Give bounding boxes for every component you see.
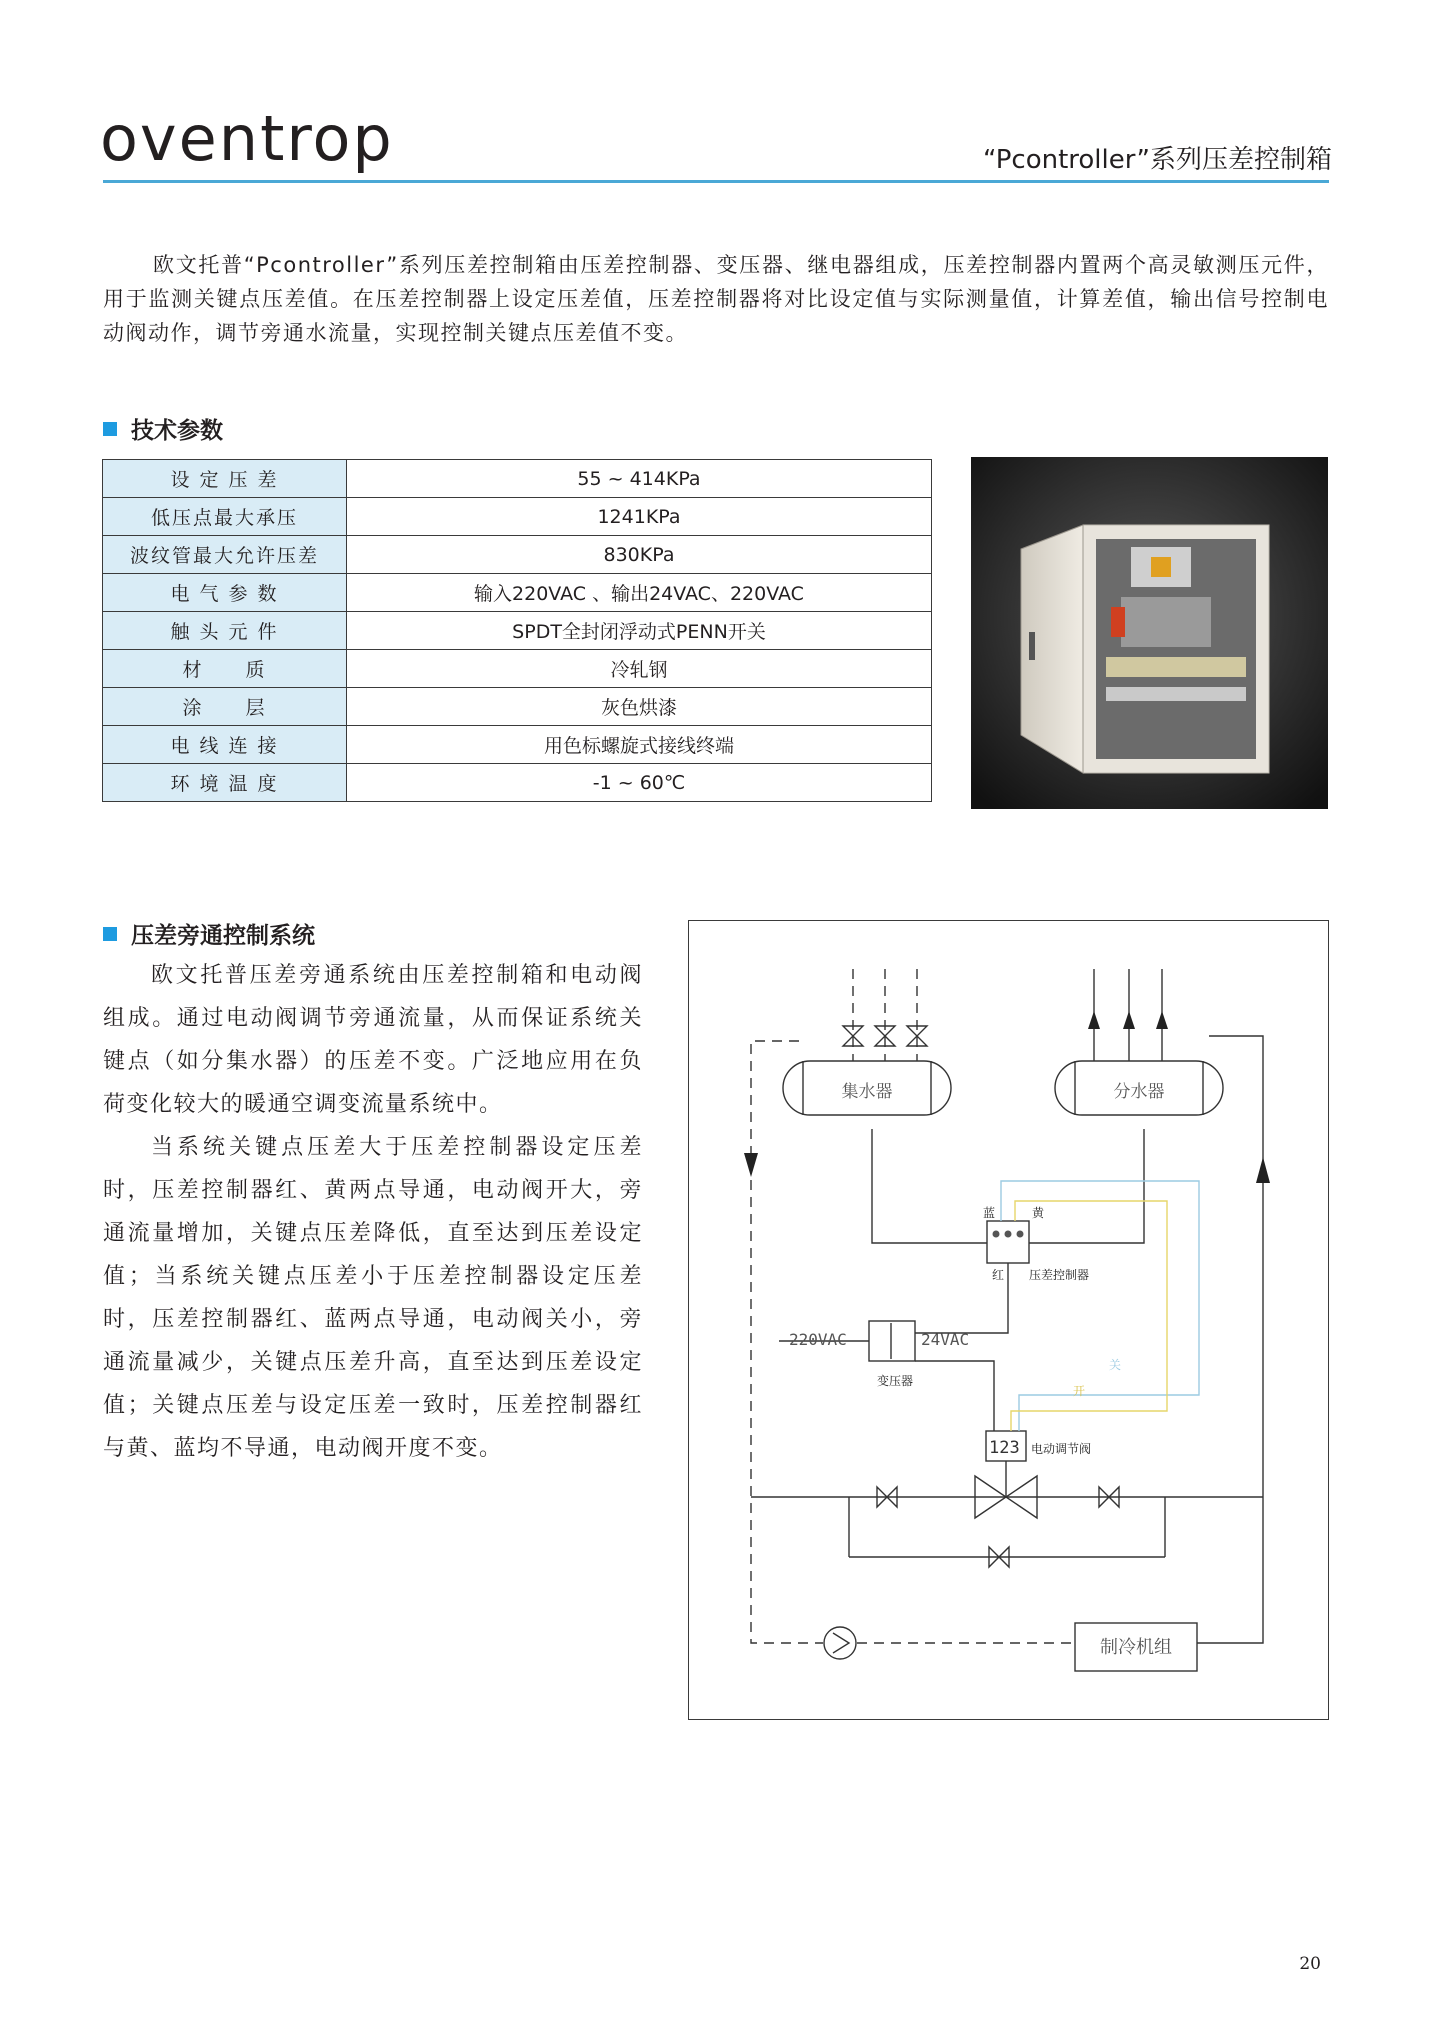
spec-row	[103, 726, 932, 764]
spec-value: 用色标螺旋式接线终端	[347, 726, 932, 764]
spec-key: 波纹管最大允许压差	[103, 536, 347, 574]
spec-key: 电 线 连 接	[103, 726, 347, 764]
input-voltage-label: 220VAC	[789, 1330, 847, 1349]
spec-row	[103, 574, 932, 612]
spec-table	[102, 459, 932, 802]
close-signal-label: 关	[1109, 1358, 1122, 1372]
brand-logo: oventrop	[100, 102, 394, 175]
spec-section-heading	[103, 412, 223, 445]
spec-value: 灰色烘漆	[347, 688, 932, 726]
distributor-label: 分水器	[1113, 1082, 1165, 1102]
spec-value: 830KPa	[347, 536, 932, 574]
square-bullet-icon	[103, 927, 117, 941]
spec-row	[103, 764, 932, 802]
document-title: “Pcontroller”系列压差控制箱	[983, 145, 1332, 175]
spec-key: 涂 层	[103, 688, 347, 726]
intro-paragraph: 欧文托普“Pcontroller”系列压差控制箱由压差控制器、变压器、继电器组成，压差控制器内置两个高灵敏测压元件，用于监测关键点压差值。在压差控制器上设定压差值，压差控制器将对比设定值与实际测量值，计算差值，输出信号控制电动阀动作，调节旁通水流量，实现控制关键点压差值不变。	[103, 253, 1329, 345]
collector-label: 集水器	[841, 1082, 893, 1102]
spec-key: 触 头 元 件	[103, 612, 347, 650]
blue-terminal-label: 蓝	[983, 1206, 996, 1220]
chiller-label: 制冷机组	[1100, 1637, 1172, 1658]
spec-row	[103, 460, 932, 498]
spec-key: 材 质	[103, 650, 347, 688]
spec-value: 冷轧钢	[347, 650, 932, 688]
transformer-label: 变压器	[877, 1374, 914, 1388]
spec-value: SPDT全封闭浮动式PENN开关	[347, 612, 932, 650]
spec-row	[103, 536, 932, 574]
spec-value: 1241KPa	[347, 498, 932, 536]
page-number: 20	[1299, 1954, 1321, 1974]
spec-key: 设 定 压 差	[103, 460, 347, 498]
yellow-terminal-label: 黄	[1032, 1206, 1045, 1220]
spec-row	[103, 650, 932, 688]
controller-label: 压差控制器	[1029, 1268, 1090, 1282]
valve-label: 电动调节阀	[1031, 1442, 1092, 1456]
red-terminal-label: 红	[992, 1268, 1005, 1282]
spec-value: 55 ~ 414KPa	[347, 460, 932, 498]
header-divider	[103, 180, 1329, 183]
spec-value: -1 ~ 60℃	[347, 764, 932, 802]
spec-key: 低压点最大承压	[103, 498, 347, 536]
spec-key: 电 气 参 数	[103, 574, 347, 612]
spec-row	[103, 498, 932, 536]
control-box-photo	[971, 457, 1328, 809]
system-paragraph-1: 欧文托普压差旁通系统由压差控制箱和电动阀组成。通过电动阀调节旁通流量，从而保证系统关键点（如分集水器）的压差不变。广泛地应用在负荷变化较大的暖通空调变流量系统中。	[103, 963, 643, 1117]
valve-terminals-label: 123	[989, 1438, 1020, 1458]
system-heading-text: 压差旁通控制系统	[131, 923, 315, 949]
open-signal-label: 开	[1073, 1384, 1086, 1398]
spec-row	[103, 688, 932, 726]
square-bullet-icon	[103, 422, 117, 436]
spec-key: 环 境 温 度	[103, 764, 347, 802]
spec-row	[103, 612, 932, 650]
output-voltage-label: 24VAC	[921, 1330, 970, 1349]
system-section-heading	[103, 917, 315, 950]
system-paragraph-2: 当系统关键点压差大于压差控制器设定压差时，压差控制器红、黄两点导通，电动阀开大，旁通流量增加，关键点压差降低，直至达到压差设定值；当系统关键点压差小于压差控制器设定压差时，压差控制器红、蓝两点导通，电动阀关小，旁通流量减少，关键点压差升高，直至达到压差设定值；关键点压差与设定压差一致时，压差控制器红与黄、蓝均不导通，电动阀开度不变。	[103, 1135, 643, 1461]
system-description	[103, 954, 643, 1470]
spec-heading-text: 技术参数	[131, 418, 223, 444]
spec-value: 输入220VAC 、输出24VAC、220VAC	[347, 574, 932, 612]
bypass-system-diagram	[688, 920, 1329, 1720]
